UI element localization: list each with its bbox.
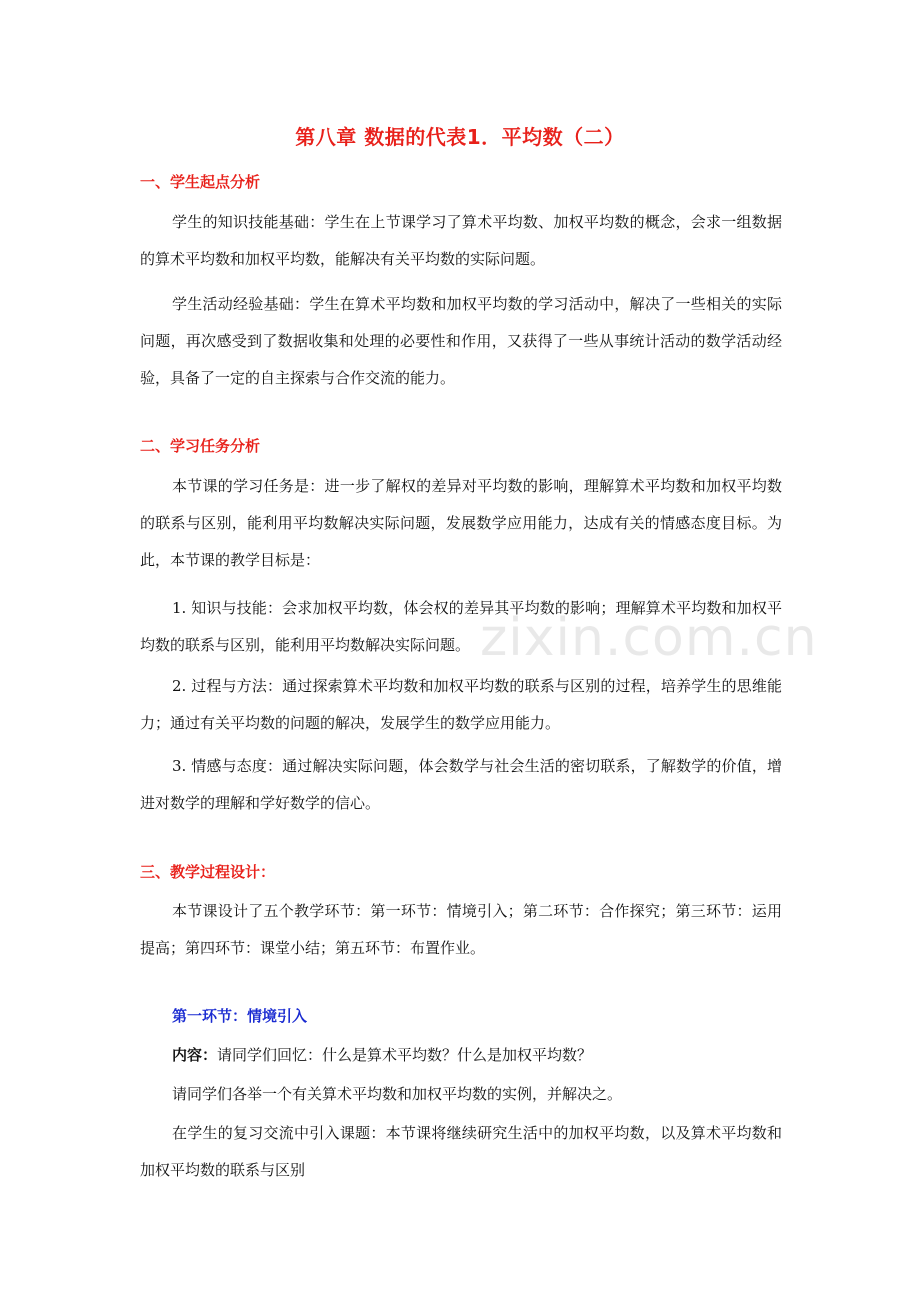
content-label: 内容： (172, 1046, 218, 1064)
paragraph-five-stages: 本节课设计了五个教学环节：第一环节：情境引入；第二环节：合作探究；第三环节：运用提高；第四环节：课堂小结；第五环节：布置作业。 (140, 902, 782, 957)
watermark: zixin.com.cn (480, 608, 818, 668)
paragraph-learning-task: 本节课的学习任务是：进一步了解权的差异对平均数的影响，理解算术平均数和加权平均数的联系与区别，能利用平均数解决实际问题，发展数学应用能力，达成有关的情感态度目标。为此，本节课的教学目标是： (140, 477, 782, 569)
paragraph-knowledge-base: 学生的知识技能基础：学生在上节课学习了算术平均数、加权平均数的概念，会求一组数据的算术平均数和加权平均数，能解决有关平均数的实际问题。 (140, 213, 782, 268)
stage1-heading: 第一环节：情境引入 (172, 1007, 308, 1025)
stage1-content (140, 1045, 782, 1065)
section-heading-process-design: 三、教学过程设计： (140, 863, 276, 881)
section-heading-student-analysis: 一、学生起点分析 (140, 173, 261, 191)
paragraph-goal-knowledge: 1. 知识与技能：会求加权平均数，体会权的差异其平均数的影响；理解算术平均数和加权平均数的联系与区别，能利用平均数解决实际问题。 (140, 599, 782, 654)
paragraph-activity-experience: 学生活动经验基础：学生在算术平均数和加权平均数的学习活动中，解决了一些相关的实际问题，再次感受到了数据收集和处理的必要性和作用，又获得了一些从事统计活动的数学活动经验，具备了一定的自主探索与合作交流的能力。 (140, 295, 782, 387)
section-heading-task-analysis: 二、学习任务分析 (140, 437, 261, 455)
paragraph-goal-process: 2. 过程与方法：通过探索算术平均数和加权平均数的联系与区别的过程，培养学生的思维能力；通过有关平均数的问题的解决，发展学生的数学应用能力。 (140, 677, 782, 732)
content-text: 请同学们回忆：什么是算术平均数？什么是加权平均数？ (217, 1046, 593, 1064)
stage1-examples: 请同学们各举一个有关算术平均数和加权平均数的实例，并解决之。 (172, 1085, 623, 1103)
stage1-intro-topic: 在学生的复习交流中引入课题：本节课将继续研究生活中的加权平均数，以及算术平均数和加权平均数的联系与区别 (140, 1124, 782, 1179)
paragraph-goal-attitude: 3. 情感与态度：通过解决实际问题，体会数学与社会生活的密切联系，了解数学的价值，增进对数学的理解和学好数学的信心。 (140, 757, 782, 812)
document-title: 第八章 数据的代表1．平均数（二） (295, 125, 625, 149)
